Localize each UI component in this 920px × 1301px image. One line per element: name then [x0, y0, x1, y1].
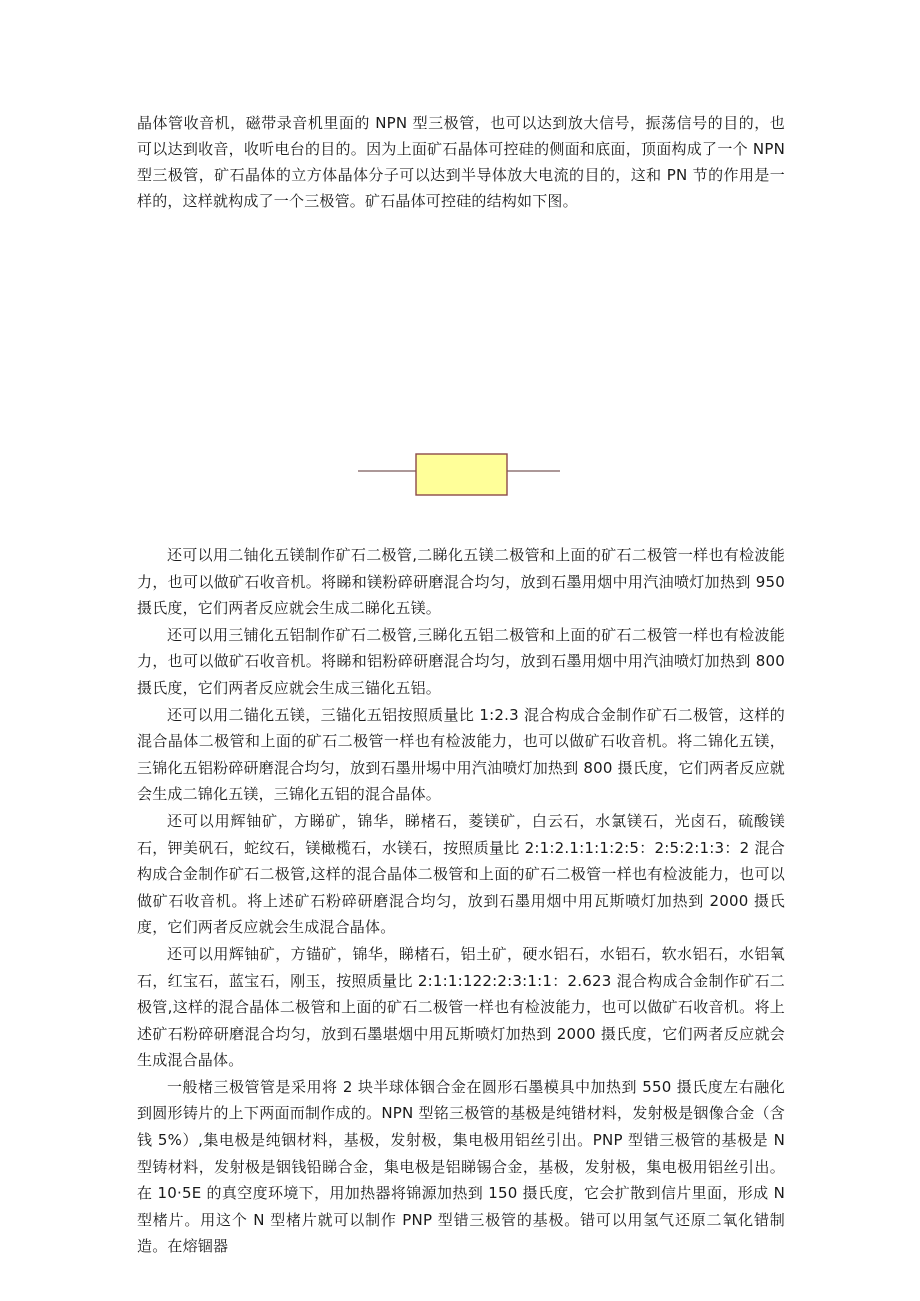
paragraph: 一般楮三极管管是采用将 2 块半球体铟合金在圆形石墨模具中加热到 550 摄氏度左右融化到圆形铸片的上下两面而制作成的。NPN 型铭三极管的基极是纯错材料，发射极是铟像合金（含钱 5%）,集电极是纯铟材料，基极，发射极，集电极用铝丝引出。PNP 型错三极管的基极是 N 型铸材料，发射极是铟钱铅睇合金，集电极是铝睇锡合金，基极，发射极，集电极用铝丝引出。在 10·5E 的真空度环境下，用加热器将锦源加热到 150 摄氏度，它会扩散到信片里面，形成 N 型楮片。用这个 N 型楮片就可以制作 PNP 型错三极管的基极。错可以用氢气还原二氧化错制造。在熔锢器 — [137, 1077, 785, 1256]
paragraph: 还可以用三铺化五铝制作矿石二极管,三睇化五铝二极管和上面的矿石二极管一样也有检波能力，也可以做矿石收音机。将睇和铝粉碎研磨混合均匀，放到石墨用烟中用汽油喷灯加热到 800 摄氏度，它们两者反应就会生成三锚化五铝。 — [137, 625, 785, 697]
crystal-body — [416, 454, 507, 495]
paragraph: 还可以用二锚化五镁，三锚化五铝按照质量比 1:2.3 混合构成合金制作矿石二极管，这样的混合晶体二极管和上面的矿石二极管一样也有检波能力，也可以做矿石收音机。将二锦化五镁，三锦化五铝粉碎研磨混合均匀，放到石墨卅埸中用汽油喷灯加热到 800 摄氏度，它们两者反应就会生成二锦化五镁，三锦化五铝的混合晶体。 — [137, 705, 785, 804]
body-text — [137, 542, 785, 1260]
top-paragraph: 晶体管收音机，磁带录音机里面的 NPN 型三极管，也可以达到放大信号，振荡信号的目的，也可以达到收音，收听电台的目的。因为上面矿石晶体可控硅的侧面和底面，顶面构成了一个 NPN 型三极管，矿石晶体的立方体晶体分子可以达到半导体放大电流的目的，这和 PN 节的作用是一样的，这样就构成了一个三极管。矿石晶体可控硅的结构如下图。 — [137, 114, 785, 210]
resistor-symbol-icon — [358, 452, 562, 498]
paragraph: 还可以用辉铀矿，方睇矿，锦华，睇楮石，菱镁矿，白云石，水氯镁石，光卤石，硫酸镁石，钾美矾石，蛇纹石，镁橄榄石，水镁石，按照质量比 2:1:2.1:1:1:2:5：2:5:2:1:3：2 混合构成合金制作矿石二极管,这样的混合晶体二极管和上面的矿石二极管一样也有检波能力，也可以做矿石收音机。将上述矿石粉碎研磨混合均匀，放到石墨用烟中用瓦斯喷灯加热到 2000 摄氏度，它们两者反应就会生成混合晶体。 — [137, 811, 785, 937]
paragraph: 还可以用二铀化五镁制作矿石二极管,二睇化五镁二极管和上面的矿石二极管一样也有检波能力，也可以做矿石收音机。将睇和镁粉碎研磨混合均匀，放到石墨用烟中用汽油喷灯加热到 950 摄氏度，它们两者反应就会生成二睇化五镁。 — [137, 546, 785, 618]
paragraph: 还可以用辉铀矿，方锚矿，锦华，睇楮石，铝土矿，硬水铝石，水铝石，软水铝石，水铝氧石，红宝石，蓝宝石，刚玉，按照质量比 2:1:1:122:2:3:1:1：2.623 混合构成合金制作矿石二极管,这样的混合晶体二极管和上面的矿石二极管一样也有检波能力，也可以做矿石收音机。将上述矿石粉碎研磨混合均匀，放到石墨堪烟中用瓦斯喷灯加热到 2000 摄氏度，它们两者反应就会生成混合晶体。 — [137, 944, 785, 1070]
crystal-thyristor-figure — [358, 452, 562, 498]
